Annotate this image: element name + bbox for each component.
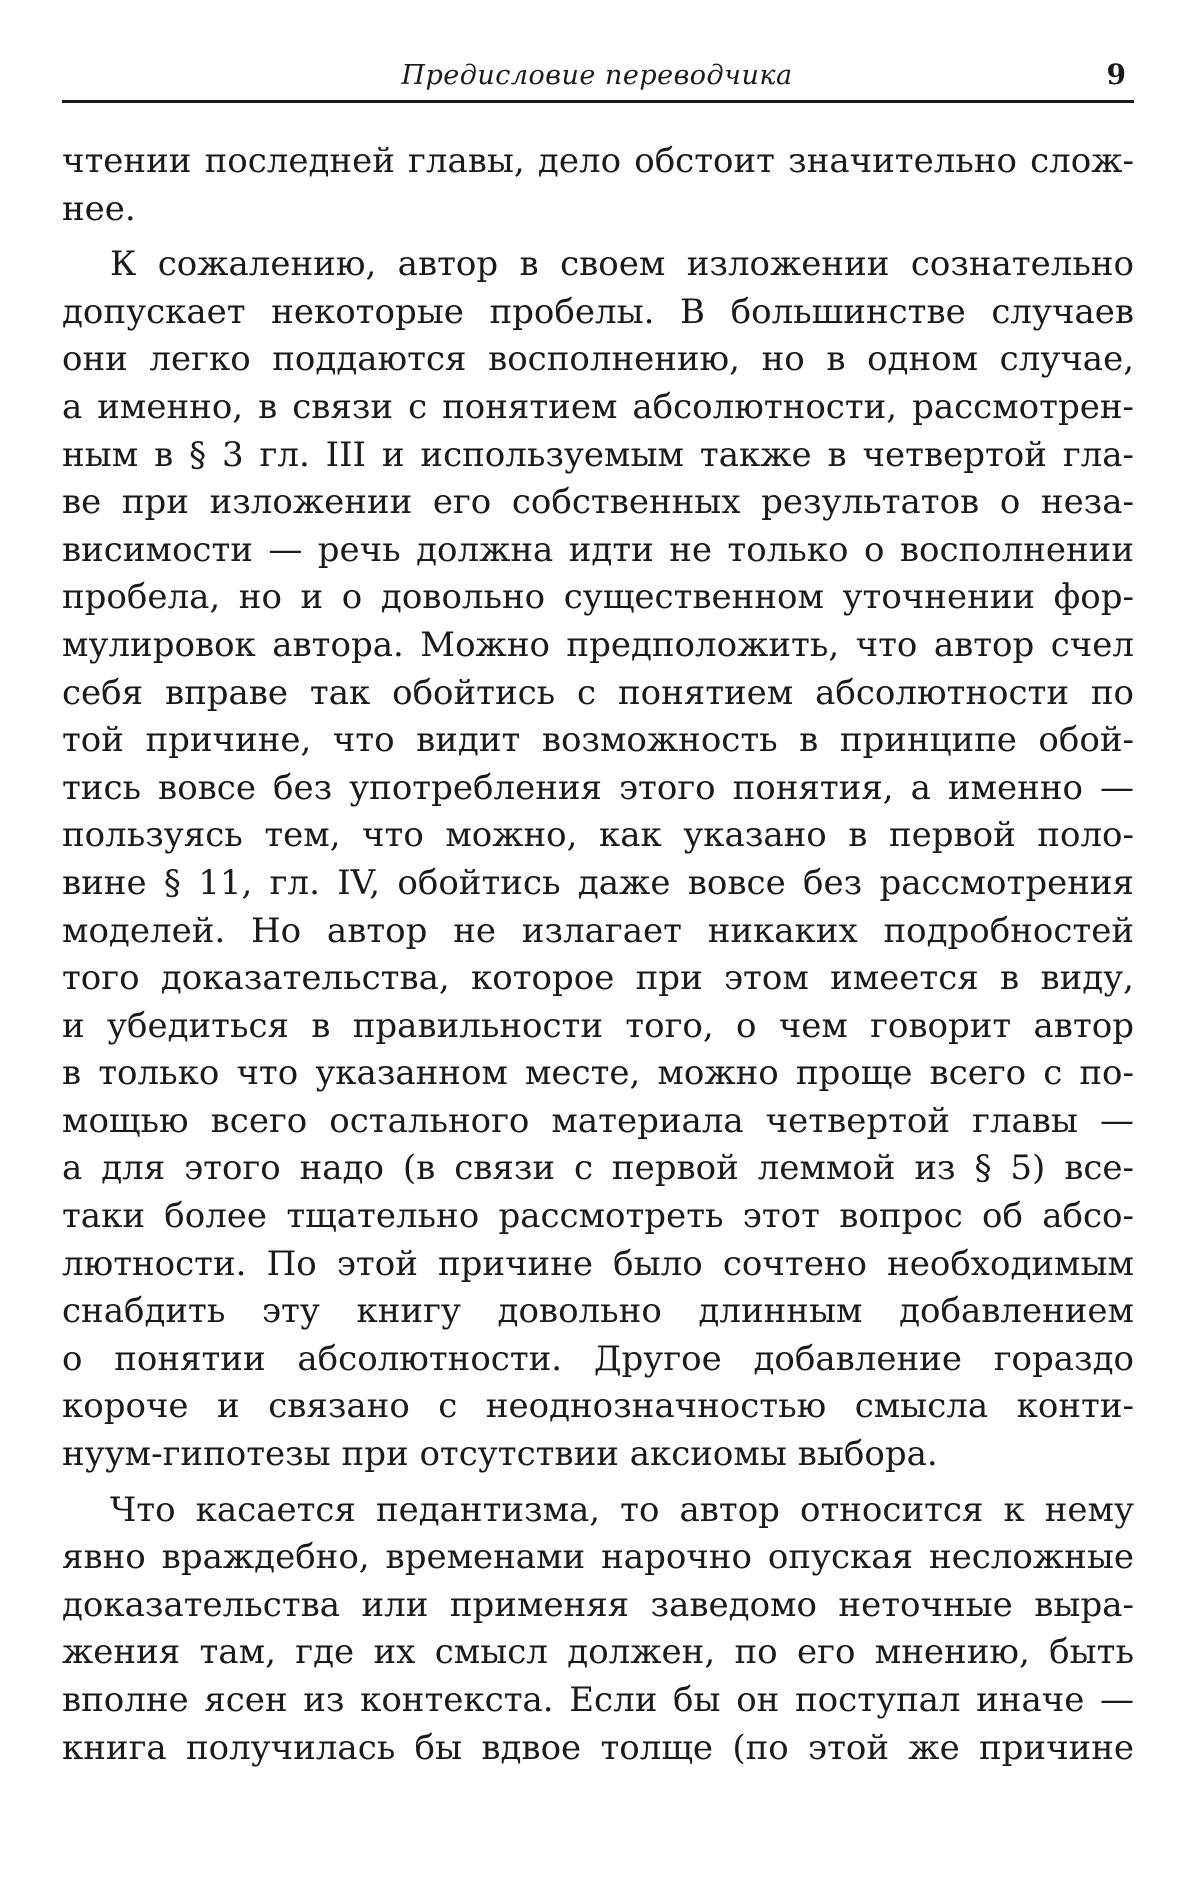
text-line: доказательства или применяя заведомо неточные выра- (62, 1584, 1134, 1625)
text-line: себя вправе так обойтись с понятием абсолютности по (62, 672, 1134, 713)
text-line: чтении последней главы, дело обстоит значительно слож- (62, 141, 1134, 181)
text-line: вине § 11, гл. IV, обойтись даже вовсе без рассмотрения (62, 862, 1134, 903)
running-head (62, 52, 1132, 96)
text-line: К сожалению, автор в своем изложении сознательно (110, 244, 1134, 285)
text-line: нее. (62, 188, 136, 229)
text-line: короче и связано с неоднозначностью смысла конти- (62, 1386, 1134, 1427)
text-line: снабдить эту книгу довольно длинным добавлением (62, 1291, 1134, 1332)
text-line: того доказательства, которое при этом имеется в виду, (62, 958, 1134, 999)
paragraph (62, 138, 1134, 233)
text-line: жения там, где их смысл должен, по его мнению, быть (62, 1632, 1134, 1673)
text-line: о понятии абсолютности. Другое добавление гораздо (62, 1338, 1134, 1379)
running-title: Предисловие переводчика (401, 60, 793, 91)
text-line: таки более тщательно рассмотреть этот вопрос об абсо- (62, 1196, 1134, 1237)
text-line: в только что указанном месте, можно проще всего с по- (62, 1053, 1134, 1094)
text-line: мулировок автора. Можно предположить, что автор счел (62, 624, 1134, 665)
text-line: висимости — речь должна идти не только о восполнении (62, 529, 1134, 570)
page-number: 9 (1106, 58, 1126, 91)
text-line: и убедиться в правильности того, о чем говорит автор (62, 1005, 1134, 1046)
text-line: мощью всего остального материала четвертой главы — (62, 1100, 1134, 1141)
text-line: они легко поддаются восполнению, но в одном случае, (62, 339, 1134, 380)
text-line: ным в § 3 гл. III и используемым также в четвертой гла- (62, 434, 1134, 475)
paragraph (62, 241, 1134, 1478)
text-line: а именно, в связи с понятием абсолютности, рассмотрен- (62, 386, 1134, 427)
text-line: явно враждебно, временами нарочно опуская несложные (62, 1537, 1134, 1578)
text-line: Что касается педантизма, то автор относится к нему (110, 1489, 1134, 1530)
paragraph (62, 1487, 1134, 1773)
text-line: пользуясь тем, что можно, как указано в первой поло- (62, 815, 1134, 856)
body-text (62, 138, 1134, 1772)
header-rule (62, 100, 1134, 103)
text-line: ве при изложении его собственных результатов о неза- (62, 482, 1134, 523)
paragraph-gap (62, 233, 1134, 241)
text-line: пробела, но и о довольно существенном уточнении фор- (62, 577, 1134, 618)
text-line: моделей. Но автор не излагает никаких подробностей (62, 910, 1134, 951)
text-line: нуум-гипотезы при отсутствии аксиомы выбора. (62, 1434, 938, 1475)
text-line: а для этого надо (в связи с первой леммой из § 5) все- (62, 1148, 1134, 1189)
paragraph-gap (62, 1479, 1134, 1487)
text-line: лютности. По этой причине было сочтено необходимым (62, 1243, 1134, 1284)
text-line: вполне ясен из контекста. Если бы он поступал иначе — (62, 1680, 1134, 1720)
text-line: той причине, что видит возможность в принципе обой- (62, 720, 1134, 761)
text-line: книга получилась бы вдвое толще (по этой же причине (62, 1727, 1134, 1768)
text-line: допускает некоторые пробелы. В большинстве случаев (62, 291, 1134, 332)
text-line: тись вовсе без употребления этого понятия, а именно — (62, 767, 1134, 808)
